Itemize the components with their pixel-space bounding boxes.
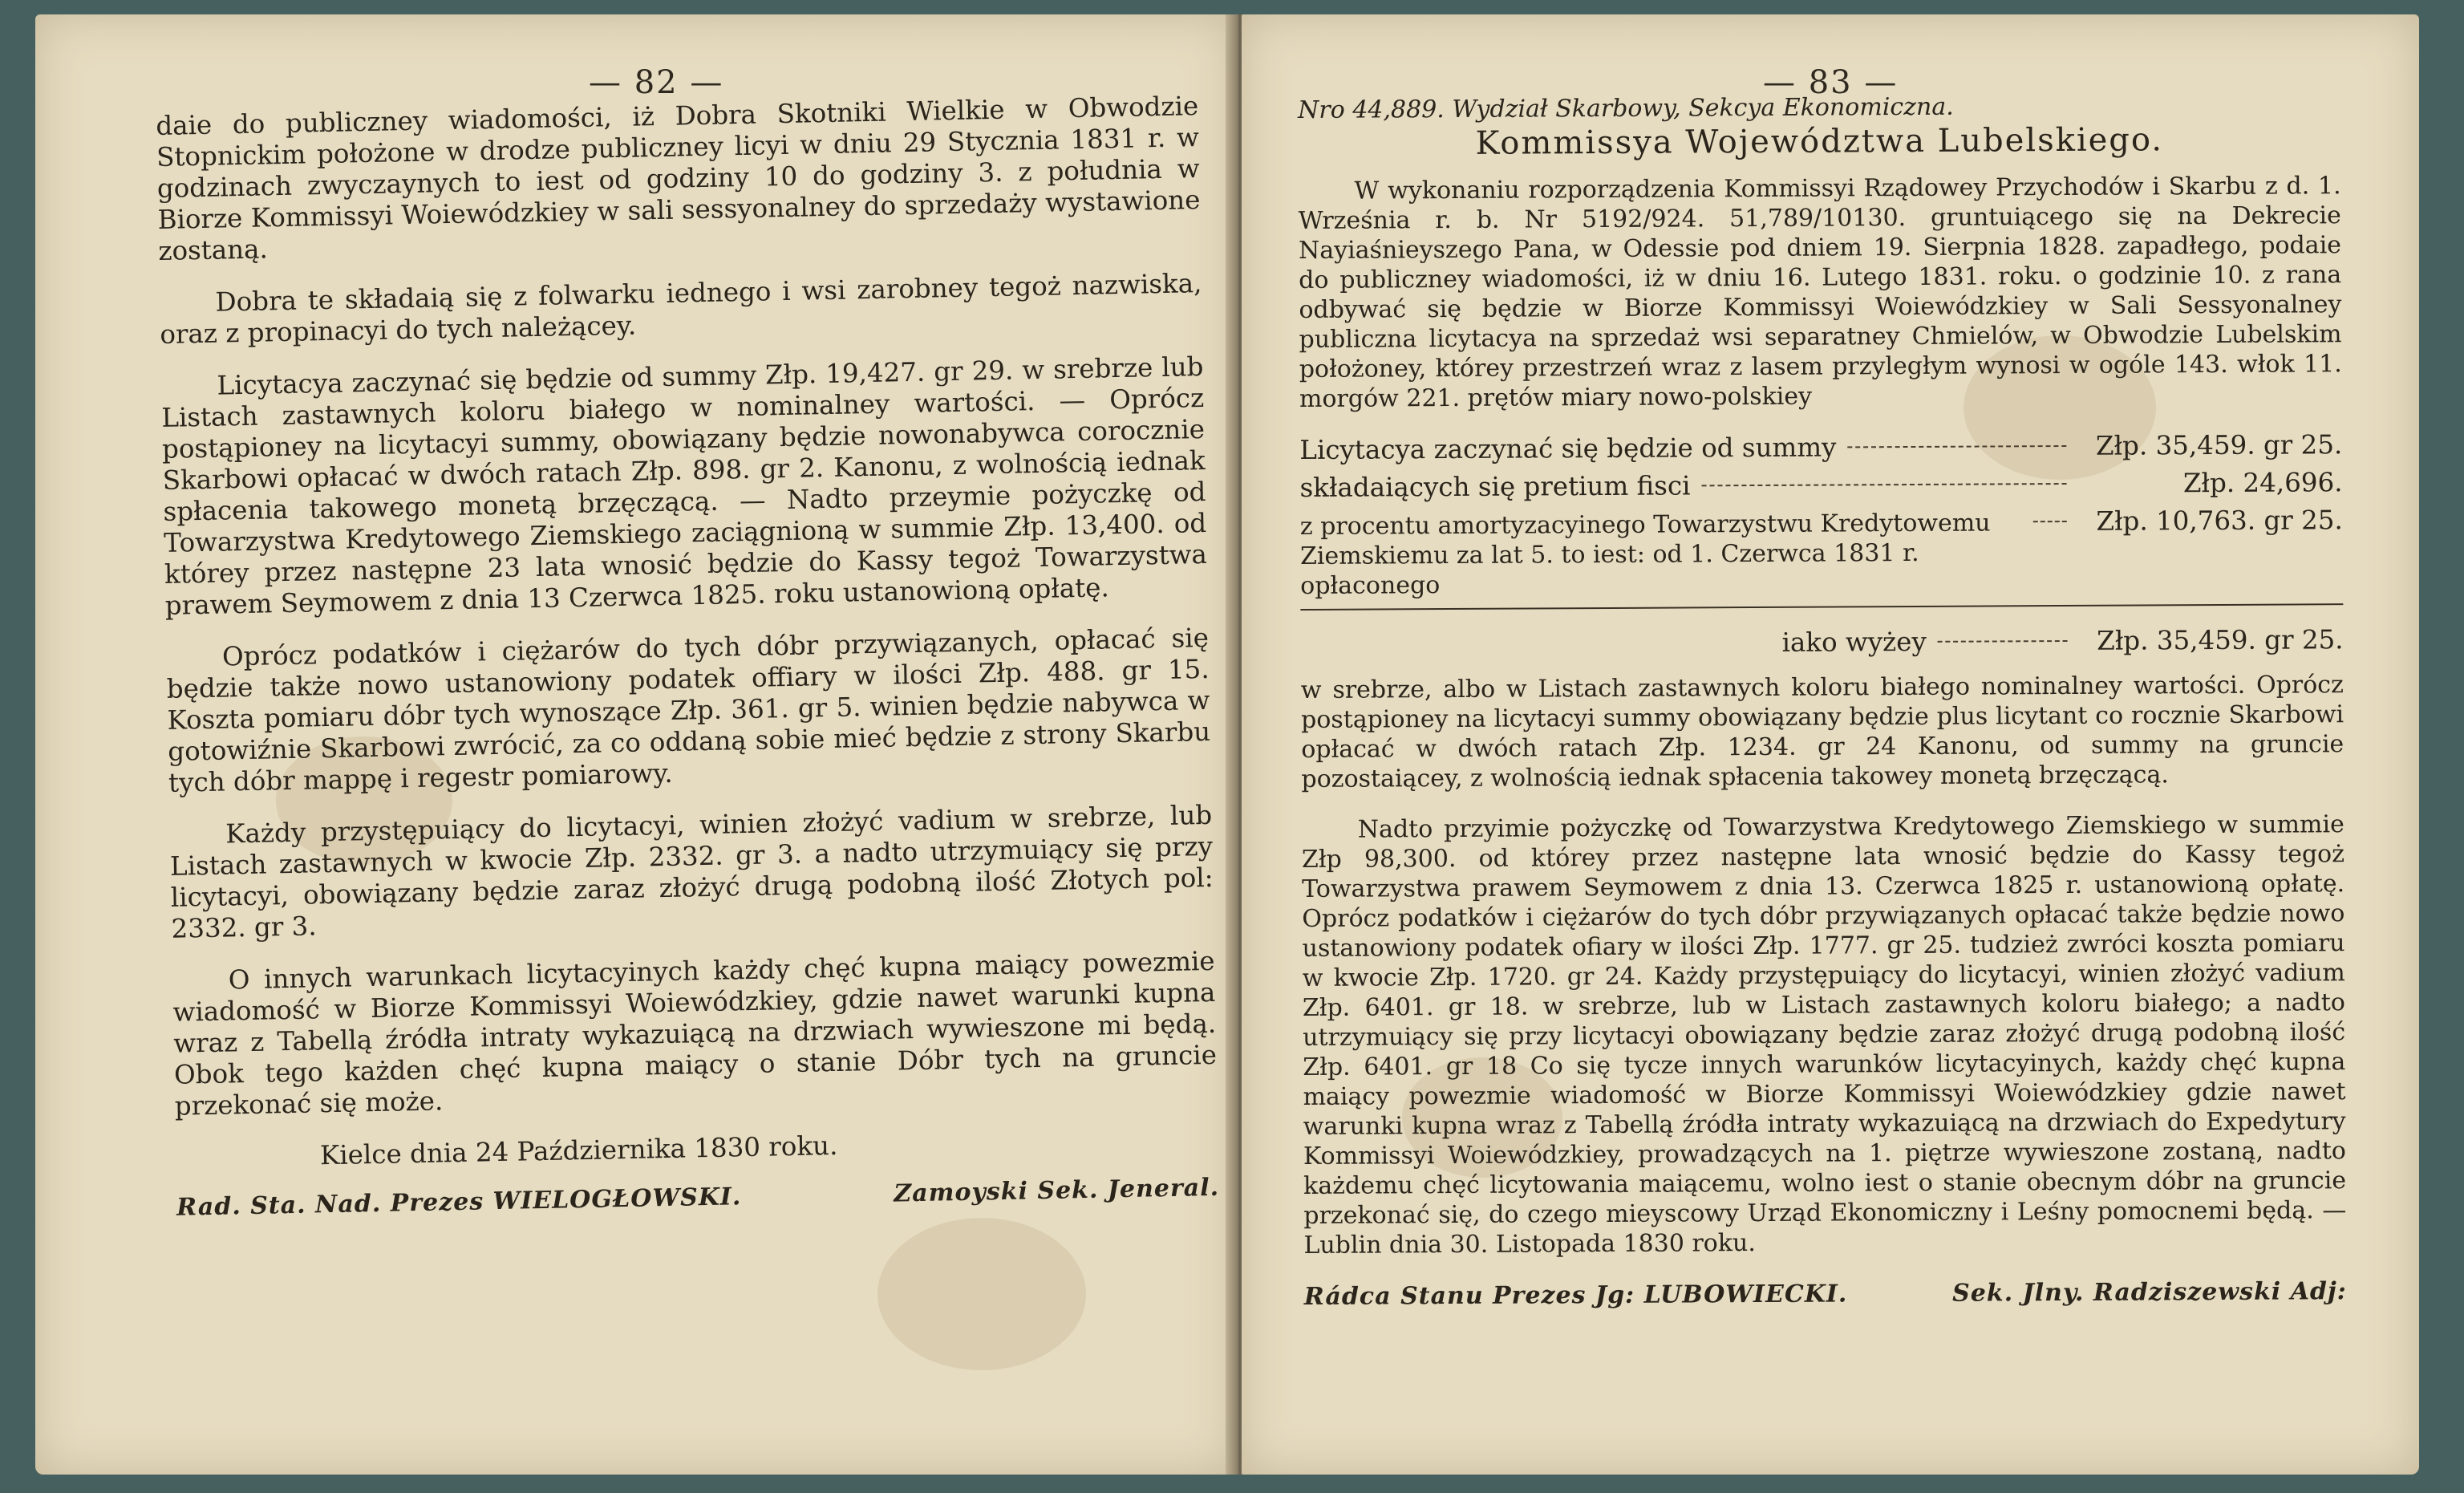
leader-dashes xyxy=(1702,483,2067,486)
amount-label: iako wyżey xyxy=(1781,626,1927,658)
amount-label: Licytacya zaczynać się będzie od summy xyxy=(1299,432,1837,465)
amount-line xyxy=(1300,505,2344,601)
paragraph: O innych warunkach licytacyinych każdy chęć kupna maiący powezmie wiadomość w Biorze Kommissyi Woiewódzkiey, gdzie nawet warunki kupna wraz z Tabellą źródła intraty wykazuiącą na drzwiach wywieszone mi będą. Obok tego każden chęć kupna maiący o stanie Dóbr tych na gruncie przekonać się może. xyxy=(172,945,1218,1122)
right-page xyxy=(1242,14,2419,1475)
amount-line xyxy=(1299,429,2342,466)
paragraph: Każdy przystępuiący do licytacyi, winien złożyć vadium w srebrze, lub Listach zastawnych w kwocie Złp. 2332. gr 3. a nadto utrzymuiący się przy licytacyi, obowiązany będzie zaraz złożyć drugą podobną ilość Złotych pol: 2332. gr 3. xyxy=(169,799,1214,944)
amount-label: z procentu amortyzacyinego Towarzystwu Kredytowemu Ziemskiemu za lat 5. to iest: od 1. Czerwca 1831 r. opłaconego xyxy=(1299,509,1991,600)
paragraph: Nadto przyimie pożyczkę od Towarzystwa Kredytowego Ziemskiego w summie Złp 98,300. od którey przez następne lata wnosić będzie do Kassy tegoż Towarzystwa prawem Seymowem z dnia 13. Czerwca 1825 r. ustanowioną opłatę. Oprócz podatków i ciężarów do tych dóbr przywiązanych opłacać także będzie nowo ustanowiony podatek ofiary w ilości Złp. 1777. gr 25. tudzież zwróci koszta pomiaru w kwocie Złp. 1720. gr 24. Każdy przystępuiący do licytacyi, winien złożyć vadium Złp. 6401. gr 18. w srebrze, lub w Listach zastawnych koloru białego; a nadto utrzymuiący się przy licytacyi obowiązany będzie zaraz złożyć drugą podobną ilość Złp. 6401. gr 18 Co się tycze innych warunków licytacyinych, każdy chęć kupna maiący powezmie wiadomość w Biorze Kommissyi Woiewódzkiey gdzie nawet warunki kupna wraz z Tabellą źródła intraty wykazuiącą na drzwiach do Expedytury Kommissyi Woiewódzkiey, prowadzących na 1. piętrze wywieszone zostaną, nadto każdemu chęć licytowania maiącemu, wolno iest o stanie obecnym dóbr na gruncie przekonać się, do czego mieyscowy Urząd Ekonomiczny i Leśny pomocnemi będą. — Lublin dnia 30. Listopada 1830 roku. xyxy=(1301,810,2347,1260)
amount-value: Złp. 35,459. gr 25. xyxy=(2095,429,2343,461)
notice-title: Kommissya Województwa Lubelskiego. xyxy=(1475,121,2164,162)
signature-president: Rad. Sta. Nad. Prezes WIELOGŁOWSKI. xyxy=(176,1183,742,1222)
paragraph: W wykonaniu rozporządzenia Kommissyi Rządowey Przychodów i Skarbu z d. 1. Września r. b. Nr 5192/924. 51,789/10130. gruntuiącego się na Dekrecie Nayiaśnieyszego Pana, w Odessie pod dniem 19. Sierpnia 1828. zapadłego, podaie do publiczney wiadomości, iż w dniu 16. Lutego 1831. roku. o godzinie 10. z rana odbywać się będzie w Biorze Kommissyi Woiewódzkiey w Sali Sessyonalney publiczna licytacya na sprzedaż wsi separatney Chmielów, w Obwodzie Lubelskim położoney, którey przestrzeń wraz z lasem przyległym wynosi w ogóle 143. włok 11. morgów 221. prętów miary nowo-polskiey xyxy=(1298,172,2342,413)
amount-value: Złp. 10,763. gr 25. xyxy=(2096,505,2343,537)
amount-line xyxy=(1299,467,2342,504)
page-number: — 83 — xyxy=(1763,64,1899,101)
leader-dashes xyxy=(2033,521,2067,522)
signature-line xyxy=(1304,1276,2347,1312)
paragraph: Oprócz podatków i ciężarów do tych dóbr przywiązanych, opłacać się będzie także nowo ustanowiony podatek offiary w ilości Złp. 488. gr 15. Koszta pomiaru dóbr tych wynoszące Złp. 361. gr 5. winien będzie nabywca w gotowiźnie Skarbowi zwrócić, za co oddaną sobie mieć będzie z strony Skarbu tych dóbr mappę i regestr pomiarowy. xyxy=(166,622,1211,798)
right-text-column xyxy=(1298,89,2347,1312)
signature-secretary: Zamoyski Sek. Jeneral. xyxy=(894,1173,1220,1208)
signature-president: Rádca Stanu Prezes Jg: LUBOWIECKI. xyxy=(1303,1280,1848,1311)
paragraph: Dobra te składaią się z folwarku iednego i wsi zarobney tegoż nazwiska, oraz z propinacyi do tych należącey. xyxy=(159,268,1202,350)
signature-secretary: Sek. Jlny. Radziszewski Adj: xyxy=(1952,1277,2347,1308)
amount-value: Złp. 24,696. xyxy=(2182,467,2343,499)
paper-stain xyxy=(877,1218,1086,1370)
paragraph: Licytacya zaczynać się będzie od summy Złp. 19,427. gr 29. w srebrze lub Listach zastawnych koloru białego w nominalney wartości. — Oprócz postąpioney na licytacyi summy, obowiązany będzie nowonabywca corocznie Skarbowi opłacać w dwóch ratach Złp. 898. gr 2. Kanonu, z wolnością iednak spłacenia takowego monetą brzęczącą. — Nadto przeymie pożyczkę od Towarzystwa Kredytowego Ziemskiego zaciągnioną w summie Złp. 13,400. od którey przez następne 23 lata wnosić będzie do Kassy tegoż Towarzystwa prawem Seymowem z dnia 13 Czerwca 1825. roku ustanowioną opłatę. xyxy=(160,351,1208,621)
leader-dashes xyxy=(1847,445,2066,448)
leader-dashes xyxy=(1938,640,2068,643)
left-page xyxy=(35,14,1235,1475)
page-number: — 82 — xyxy=(589,64,724,101)
date-line: Kielce dnia 24 Października 1830 roku. xyxy=(319,1130,838,1171)
left-text-column xyxy=(156,91,1219,1223)
amount-label: składaiących się pretium fisci xyxy=(1299,470,1691,503)
amount-line xyxy=(1300,624,2343,661)
paragraph: daie do publiczney wiadomości, iż Dobra Skotniki Wielkie w Obwodzie Stopnickim położone w drodze publiczney licyi w dniu 29 Stycznia 1831 r. w godzinach zwyczaynych to iest od godziny 10 do godziny 3. z południa w Biorze Kommissyi Woiewódzkiey w sali sessyonalney do sprzedaży wystawione zostaną. xyxy=(156,91,1201,266)
paragraph: w srebrze, albo w Listach zastawnych koloru białego nominalney wartości. Oprócz postąpioney na licytacyi summy obowiązany będzie plus licytant co rocznie Skarbowi opłacać w dwóch ratach Złp. 1234. gr 24 Kanonu, od summy na gruncie pozostaiącey, z wolnością iednak spłacenia takowey monetą brzęczącą. xyxy=(1300,671,2344,793)
amount-value: Złp. 35,459. gr 25. xyxy=(2097,624,2344,656)
sum-rule xyxy=(1300,603,2343,611)
signature-line xyxy=(176,1172,1220,1223)
notice-header: Nro 44,889. Wydział Skarbowy, Sekcya Ekonomiczna. xyxy=(1298,92,1954,124)
